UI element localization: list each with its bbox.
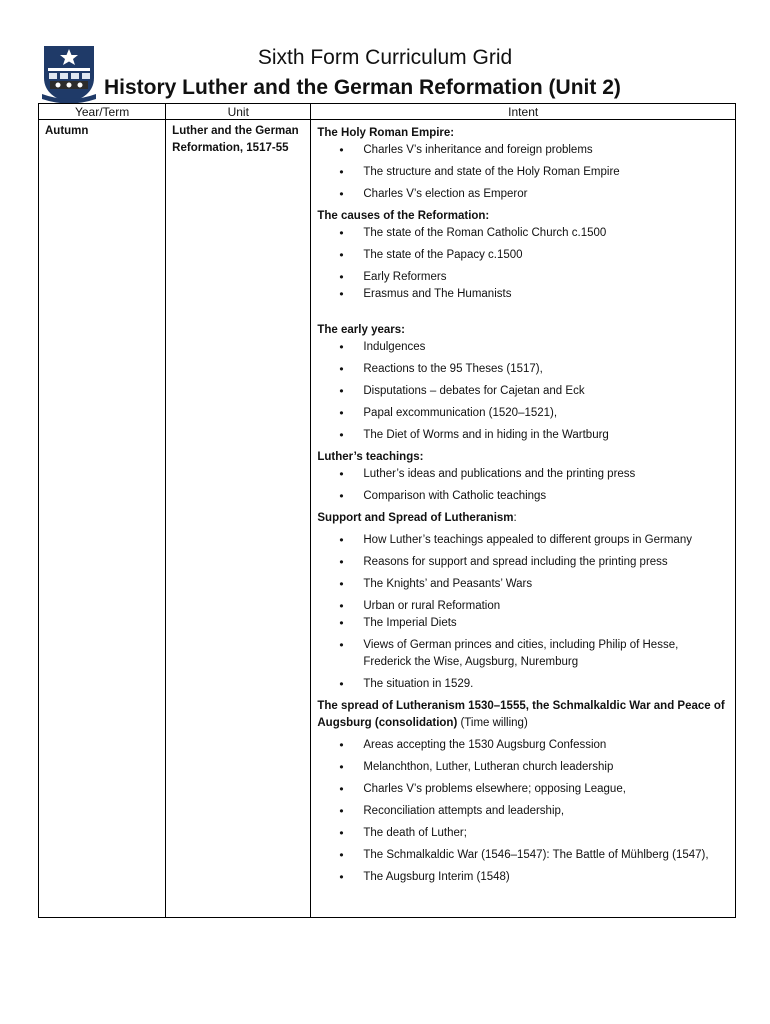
- list-item: • The Diet of Worms and in hiding in the Wartburg: [317, 427, 729, 444]
- column-header-year-term: Year/Term: [39, 104, 166, 120]
- list-item: • The Schmalkaldic War (1546–1547): The Battle of Mühlberg (1547),: [317, 847, 729, 864]
- list-item: • Comparison with Catholic teachings: [317, 488, 729, 505]
- section-list: [317, 532, 729, 693]
- curriculum-table: [38, 103, 736, 918]
- list-item: • Reactions to the 95 Theses (1517),: [317, 361, 729, 378]
- list-item: • Indulgences: [317, 339, 729, 356]
- intent-cell: [311, 120, 736, 918]
- list-item: • The structure and state of the Holy Roman Empire: [317, 164, 729, 181]
- term-cell: Autumn: [39, 120, 166, 918]
- section-list: [317, 466, 729, 505]
- page-title: Sixth Form Curriculum Grid: [257, 46, 513, 69]
- list-item: • Early Reformers: [317, 269, 729, 286]
- section-list: [317, 225, 729, 303]
- list-item: • Luther’s ideas and publications and the printing press: [317, 466, 729, 483]
- column-header-unit: Unit: [166, 104, 311, 120]
- table-header-row: [39, 104, 736, 120]
- section-list: [317, 339, 729, 444]
- list-item: • The Knights’ and Peasants’ Wars: [317, 576, 729, 593]
- section-heading: The Holy Roman Empire:: [317, 127, 455, 139]
- table-row: [39, 120, 736, 918]
- list-item: • Melanchthon, Luther, Lutheran church leadership: [317, 759, 729, 776]
- list-item: • The state of the Roman Catholic Church c.1500: [317, 225, 729, 242]
- list-item: • The Augsburg Interim (1548): [317, 869, 729, 886]
- page-subtitle: History Luther and the German Reformation (Unit 2): [104, 76, 621, 99]
- section-heading: The early years:: [317, 324, 405, 336]
- list-item: • Views of German princes and cities, including Philip of Hesse, Frederick the Wise, Augsburg, Nuremburg: [317, 637, 729, 671]
- section-heading: The spread of Lutheranism 1530–1555, the Schmalkaldic War and Peace of Augsburg (consolidation) (Time willing): [317, 700, 725, 729]
- list-item: • The Imperial Diets: [317, 615, 729, 632]
- list-item: • Charles V’s inheritance and foreign problems: [317, 142, 729, 159]
- column-header-intent: Intent: [311, 104, 736, 120]
- list-item: • Areas accepting the 1530 Augsburg Confession: [317, 737, 729, 754]
- section-heading: Support and Spread of Lutheranism:: [317, 512, 517, 524]
- unit-cell: Luther and the German Reformation, 1517-55: [166, 120, 311, 918]
- list-item: • Disputations – debates for Cajetan and Eck: [317, 383, 729, 400]
- list-item: • Papal excommunication (1520–1521),: [317, 405, 729, 422]
- section-list: [317, 737, 729, 886]
- list-item: • Reconciliation attempts and leadership,: [317, 803, 729, 820]
- section-heading: Luther’s teachings:: [317, 451, 424, 463]
- list-item: • Reasons for support and spread including the printing press: [317, 554, 729, 571]
- list-item: • The state of the Papacy c.1500: [317, 247, 729, 264]
- list-item: • The death of Luther;: [317, 825, 729, 842]
- list-item: • Charles V’s problems elsewhere; opposing League,: [317, 781, 729, 798]
- section-heading: The causes of the Reformation:: [317, 210, 490, 222]
- list-item: • The situation in 1529.: [317, 676, 729, 693]
- section-list: [317, 142, 729, 203]
- list-item: • How Luther’s teachings appealed to different groups in Germany: [317, 532, 729, 549]
- list-item: • Erasmus and The Humanists: [317, 286, 729, 303]
- list-item: • Urban or rural Reformation: [317, 598, 729, 615]
- list-item: • Charles V’s election as Emperor: [317, 186, 729, 203]
